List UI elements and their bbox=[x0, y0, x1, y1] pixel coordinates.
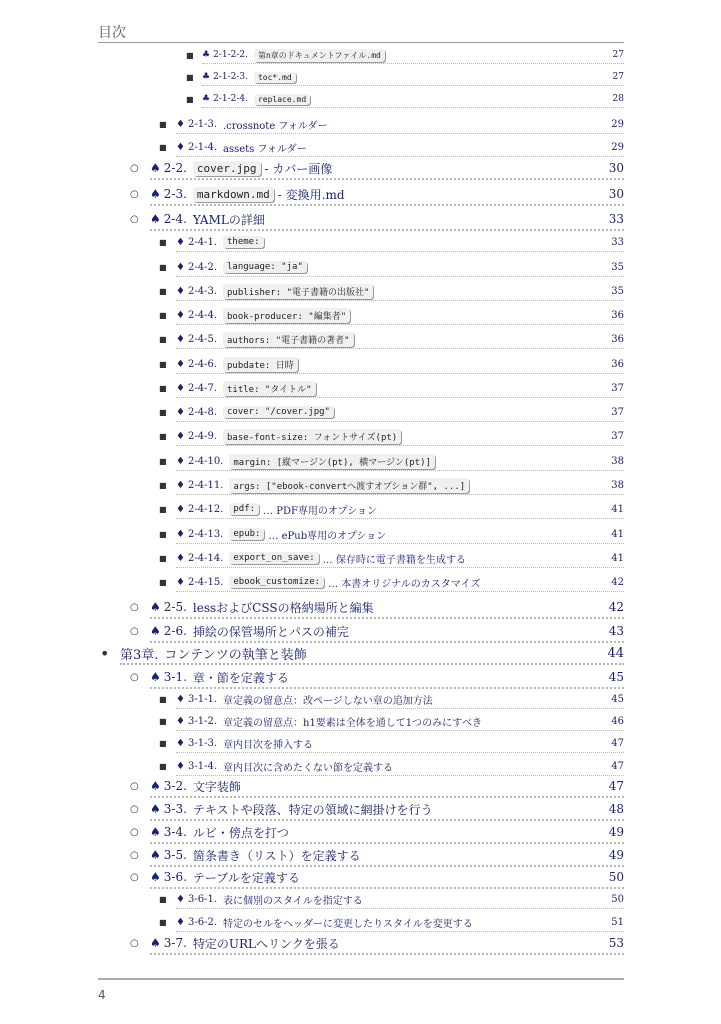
toc-number: 3-6-2. bbox=[187, 916, 217, 928]
toc-code-label: title: "タイトル" bbox=[223, 381, 316, 396]
toc-number: 2-4-6. bbox=[187, 358, 217, 370]
list-bullet-icon: ■ bbox=[159, 694, 167, 704]
toc-code-label: cover.jpg bbox=[193, 161, 261, 176]
list-bullet-icon: ○ bbox=[130, 803, 139, 815]
toc-number: 2-4-15. bbox=[187, 576, 224, 588]
toc-page-number: 53 bbox=[608, 936, 624, 950]
toc-entry[interactable] bbox=[159, 500, 624, 519]
list-bullet-icon: ■ bbox=[159, 262, 167, 272]
suit-icon: ♣ bbox=[202, 94, 211, 104]
list-bullet-icon: ■ bbox=[186, 94, 194, 104]
list-bullet-icon: ■ bbox=[159, 738, 167, 748]
page-number: 4 bbox=[98, 988, 106, 1002]
toc-page-number: 48 bbox=[608, 802, 624, 816]
toc-page-number: 28 bbox=[612, 94, 624, 104]
suit-icon: ♦ bbox=[176, 916, 185, 928]
toc-number: 3-1. bbox=[163, 670, 187, 684]
list-bullet-icon: ○ bbox=[130, 671, 139, 683]
toc-number: 2-4-14. bbox=[187, 552, 224, 564]
toc-page-number: 38 bbox=[611, 479, 624, 491]
toc-page-number: 33 bbox=[608, 212, 624, 226]
list-bullet-icon: ■ bbox=[159, 359, 167, 369]
suit-icon: ♣ bbox=[202, 50, 211, 60]
toc-code-label: 第n章のドキュメントファイル.md bbox=[254, 49, 385, 62]
toc-code-label: toc*.md bbox=[254, 72, 296, 83]
suit-icon: ♠ bbox=[150, 600, 161, 614]
toc-page-number: 51 bbox=[611, 916, 624, 928]
toc-code-label: book-producer: "編集者" bbox=[223, 308, 350, 323]
list-bullet-icon: ■ bbox=[159, 119, 167, 129]
toc-number: 2-4-8. bbox=[187, 406, 217, 418]
toc-page-number: 30 bbox=[608, 187, 624, 201]
toc-number: 2-1-2-3. bbox=[213, 72, 248, 82]
toc-number: 2-3. bbox=[163, 187, 187, 201]
list-bullet-icon: ○ bbox=[130, 625, 139, 637]
list-bullet-icon: ○ bbox=[130, 162, 139, 174]
list-bullet-icon: ■ bbox=[159, 577, 167, 587]
suit-icon: ♦ bbox=[176, 118, 185, 130]
suit-icon: ♦ bbox=[176, 333, 185, 345]
toc-number: 2-1-2-4. bbox=[213, 94, 248, 104]
toc-entry[interactable] bbox=[159, 757, 624, 776]
list-bullet-icon: ■ bbox=[159, 237, 167, 247]
toc-number: 2-4-4. bbox=[187, 309, 217, 321]
toc-page-number: 44 bbox=[607, 645, 624, 661]
list-bullet-icon: ■ bbox=[159, 553, 167, 563]
toc-entry[interactable] bbox=[159, 712, 624, 731]
suit-icon: ♦ bbox=[176, 737, 185, 749]
toc-entry[interactable] bbox=[159, 573, 624, 592]
toc-number: 2-1-4. bbox=[187, 141, 217, 153]
suit-icon: ♦ bbox=[176, 552, 185, 564]
toc-page-number: 29 bbox=[611, 118, 624, 130]
list-bullet-icon: ■ bbox=[159, 456, 167, 466]
toc-title: 箇条書き（リスト）を定義する bbox=[192, 848, 361, 863]
toc-entry[interactable] bbox=[159, 355, 624, 374]
toc-number: 2-6. bbox=[163, 624, 187, 638]
toc-code-label: export_on_save: bbox=[229, 552, 318, 564]
toc-code-label: language: "ja" bbox=[223, 261, 307, 273]
toc-title: - カバー画像 bbox=[264, 161, 333, 176]
toc-title: 章・節を定義する bbox=[192, 670, 289, 685]
list-bullet-icon: ■ bbox=[159, 529, 167, 539]
toc-page-number: 47 bbox=[608, 779, 624, 793]
toc-page-number: 41 bbox=[611, 528, 624, 540]
toc-page-number: 35 bbox=[611, 285, 624, 297]
toc-entry[interactable] bbox=[159, 890, 624, 909]
toc-number: 2-4. bbox=[163, 212, 187, 226]
suit-icon: ♠ bbox=[150, 825, 161, 839]
toc-code-label: replace.md bbox=[254, 94, 310, 105]
suit-icon: ♠ bbox=[150, 670, 161, 684]
toc-number: 3-2. bbox=[163, 779, 187, 793]
list-bullet-icon: ■ bbox=[159, 334, 167, 344]
list-bullet-icon: ■ bbox=[159, 761, 167, 771]
list-bullet-icon: ■ bbox=[186, 72, 194, 82]
toc-code-label: args: ["ebook-convertへ渡すオプション群", ...] bbox=[229, 478, 469, 493]
toc-page-number: 27 bbox=[612, 50, 624, 60]
suit-icon: ♦ bbox=[176, 893, 185, 905]
suit-icon: ♦ bbox=[176, 309, 185, 321]
toc-title: 特定のURLへリンクを張る bbox=[192, 936, 340, 951]
toc-entry[interactable] bbox=[130, 158, 624, 180]
suit-icon: ♦ bbox=[176, 141, 185, 153]
toc-entry[interactable] bbox=[130, 667, 624, 689]
toc-entry[interactable] bbox=[130, 845, 624, 867]
toc-page-number: 41 bbox=[611, 503, 624, 515]
toc-entry[interactable] bbox=[186, 47, 624, 64]
list-bullet-icon: ■ bbox=[159, 383, 167, 393]
toc-title: … PDF専用のオプション bbox=[263, 505, 378, 517]
toc-entry[interactable] bbox=[186, 69, 624, 86]
toc-number: 3-1-3. bbox=[187, 737, 217, 749]
list-bullet-icon: ○ bbox=[130, 937, 139, 949]
toc-number: 2-4-2. bbox=[187, 261, 217, 273]
toc-page-number: 30 bbox=[608, 161, 624, 175]
suit-icon: ♦ bbox=[176, 285, 185, 297]
suit-icon: ♦ bbox=[176, 760, 185, 772]
suit-icon: ♠ bbox=[150, 848, 161, 862]
toc-code-label: cover: "/cover.jpg" bbox=[223, 406, 334, 418]
toc-number: 2-4-7. bbox=[187, 382, 217, 394]
toc-page-number: 45 bbox=[608, 670, 624, 684]
toc-page-number: 37 bbox=[611, 406, 624, 418]
toc-number: 2-4-5. bbox=[187, 333, 217, 345]
toc-number: 2-1-2-2. bbox=[213, 50, 248, 60]
toc-page-number: 45 bbox=[611, 693, 624, 705]
toc-entry[interactable] bbox=[130, 776, 624, 798]
toc-entry[interactable] bbox=[130, 867, 624, 889]
toc-page-number: 47 bbox=[611, 737, 624, 749]
toc-page-number: 41 bbox=[611, 552, 624, 564]
toc-title: 表に個別のスタイルを指定する bbox=[223, 895, 363, 907]
list-bullet-icon: ○ bbox=[130, 849, 139, 861]
list-bullet-icon: ■ bbox=[159, 142, 167, 152]
toc-title: 文字装飾 bbox=[192, 779, 241, 794]
toc-number: 2-4-10. bbox=[187, 455, 224, 467]
suit-icon: ♦ bbox=[176, 358, 185, 370]
toc-title: - 変換用.md bbox=[277, 187, 345, 202]
toc-entry[interactable] bbox=[159, 734, 624, 753]
suit-icon: ♦ bbox=[176, 503, 185, 515]
toc-entry[interactable] bbox=[100, 643, 624, 665]
toc-page-number: 46 bbox=[611, 715, 624, 727]
toc-title: 特定のセルをヘッダーに変更したりスタイルを変更する bbox=[223, 918, 473, 930]
suit-icon: ♦ bbox=[176, 455, 185, 467]
suit-icon: ♣ bbox=[202, 72, 211, 82]
toc-entry[interactable] bbox=[159, 330, 624, 349]
toc-entry[interactable] bbox=[159, 913, 624, 932]
suit-icon: ♠ bbox=[150, 624, 161, 638]
toc-title: 章内目次を挿入する bbox=[223, 739, 313, 751]
list-bullet-icon: ■ bbox=[159, 894, 167, 904]
toc-page-number: 37 bbox=[611, 382, 624, 394]
list-bullet-icon: ■ bbox=[159, 431, 167, 441]
toc-entry[interactable] bbox=[130, 209, 624, 231]
toc-entry[interactable] bbox=[159, 282, 624, 301]
toc-title: assets フォルダー bbox=[223, 143, 307, 155]
toc-title: テキストや段落、特定の領域に網掛けを行う bbox=[192, 802, 433, 817]
toc-entry[interactable] bbox=[130, 933, 624, 955]
toc-page-number: 36 bbox=[611, 358, 624, 370]
toc-number: 2-4-12. bbox=[187, 503, 224, 515]
toc-page-number: 50 bbox=[608, 870, 624, 884]
toc-number: 2-4-3. bbox=[187, 285, 217, 297]
toc-page-number: 27 bbox=[612, 72, 624, 82]
toc-entry[interactable] bbox=[159, 306, 624, 325]
toc-number: 2-4-9. bbox=[187, 430, 217, 442]
suit-icon: ♦ bbox=[176, 382, 185, 394]
toc-code-label: base-font-size: フォントサイズ(pt) bbox=[223, 429, 401, 444]
toc-title: lessおよびCSSの格納場所と編集 bbox=[192, 600, 374, 615]
suit-icon: ♠ bbox=[150, 936, 161, 950]
list-bullet-icon: ○ bbox=[130, 188, 139, 200]
toc-page-number: 36 bbox=[611, 309, 624, 321]
suit-icon: ♠ bbox=[150, 779, 161, 793]
toc-entry[interactable] bbox=[159, 403, 624, 422]
toc-code-label: pubdate: 日時 bbox=[223, 357, 298, 372]
suit-icon: ♦ bbox=[176, 715, 185, 727]
suit-icon: ♦ bbox=[176, 479, 185, 491]
toc-entry[interactable] bbox=[130, 184, 624, 206]
toc-number: 2-4-1. bbox=[187, 236, 217, 248]
toc-title: ルビ・傍点を打つ bbox=[192, 825, 289, 840]
suit-icon: ♠ bbox=[150, 212, 161, 226]
toc-page-number: 29 bbox=[611, 141, 624, 153]
toc-page-number: 42 bbox=[611, 576, 624, 588]
toc-entry[interactable] bbox=[130, 799, 624, 821]
toc-number: 3-1-4. bbox=[187, 760, 217, 772]
toc-entry[interactable] bbox=[159, 525, 624, 544]
toc-number: 2-4-13. bbox=[187, 528, 224, 540]
suit-icon: ♦ bbox=[176, 576, 185, 588]
toc-page-number: 36 bbox=[611, 333, 624, 345]
toc-number: 2-5. bbox=[163, 600, 187, 614]
toc-entry[interactable] bbox=[186, 91, 624, 108]
suit-icon: ♦ bbox=[176, 430, 185, 442]
footer-rule bbox=[98, 978, 624, 980]
toc-code-label: epub: bbox=[229, 528, 264, 540]
list-bullet-icon: ○ bbox=[130, 871, 139, 883]
toc-code-label: markdown.md bbox=[193, 187, 274, 202]
toc-number: 2-2. bbox=[163, 161, 187, 175]
toc-entry[interactable] bbox=[159, 379, 624, 398]
suit-icon: ♠ bbox=[150, 161, 161, 175]
suit-icon: ♦ bbox=[176, 406, 185, 418]
toc-number: 3-7. bbox=[163, 936, 187, 950]
toc-entry[interactable] bbox=[159, 690, 624, 709]
toc-number: 3-6. bbox=[163, 870, 187, 884]
toc-page-number: 49 bbox=[608, 848, 624, 862]
toc-number: 3-4. bbox=[163, 825, 187, 839]
suit-icon: ♠ bbox=[150, 870, 161, 884]
toc-title: 章内目次に含めたくない節を定義する bbox=[223, 762, 393, 774]
toc-number: 3-1-1. bbox=[187, 693, 217, 705]
toc-number: 第3章. bbox=[120, 647, 159, 663]
toc-code-label: theme: bbox=[223, 236, 264, 248]
list-bullet-icon: ■ bbox=[159, 407, 167, 417]
toc-code-label: publisher: "電子書籍の出版社" bbox=[223, 284, 373, 299]
toc-code-label: authors: "電子書籍の著者" bbox=[223, 332, 354, 347]
toc-page-number: 42 bbox=[608, 600, 624, 614]
toc-title: コンテンツの執筆と装飾 bbox=[164, 647, 307, 663]
list-bullet-icon: ○ bbox=[130, 601, 139, 613]
toc-page-number: 33 bbox=[611, 236, 624, 248]
list-bullet-icon: ○ bbox=[130, 826, 139, 838]
toc-entry[interactable] bbox=[130, 621, 624, 643]
toc-page-number: 50 bbox=[611, 893, 624, 905]
list-bullet-icon: ■ bbox=[159, 480, 167, 490]
toc-page-number: 47 bbox=[611, 760, 624, 772]
page-header-title: 目次 bbox=[98, 25, 126, 41]
toc-number: 3-3. bbox=[163, 802, 187, 816]
list-bullet-icon: ■ bbox=[159, 504, 167, 514]
toc-code-label: margin: [縦マージン(pt), 横マージン(pt)] bbox=[229, 454, 435, 469]
suit-icon: ♦ bbox=[176, 261, 185, 273]
toc-title: 章定義の留意点：h1要素は全体を通して1つのみにすべき bbox=[223, 717, 482, 729]
toc-entry[interactable] bbox=[159, 138, 624, 157]
toc-title: YAMLの詳細 bbox=[192, 212, 265, 227]
toc-title: .crossnote フォルダー bbox=[223, 120, 328, 132]
toc-title: テーブルを定義する bbox=[192, 870, 300, 885]
toc-page-number: 38 bbox=[611, 455, 624, 467]
list-bullet-icon: ■ bbox=[159, 310, 167, 320]
toc-entry[interactable] bbox=[159, 115, 624, 134]
list-bullet-icon: ■ bbox=[186, 50, 194, 60]
suit-icon: ♠ bbox=[150, 187, 161, 201]
toc-entry[interactable] bbox=[159, 258, 624, 277]
suit-icon: ♠ bbox=[150, 802, 161, 816]
toc-entry[interactable] bbox=[159, 476, 624, 495]
toc-page-number: 35 bbox=[611, 261, 624, 273]
list-bullet-icon: ■ bbox=[159, 286, 167, 296]
toc-code-label: pdf: bbox=[229, 503, 259, 515]
list-bullet-icon: ■ bbox=[159, 917, 167, 927]
toc-number: 2-1-3. bbox=[187, 118, 217, 130]
toc-number: 3-1-2. bbox=[187, 715, 217, 727]
toc-entry[interactable] bbox=[130, 822, 624, 844]
toc-code-label: ebook_customize: bbox=[229, 576, 324, 588]
toc-page-number: 43 bbox=[608, 624, 624, 638]
toc-title: … 保存時に電子書籍を生成する bbox=[322, 554, 466, 566]
toc-title: … 本書オリジナルのカスタマイズ bbox=[328, 578, 481, 590]
toc-page-number: 37 bbox=[611, 430, 624, 442]
list-bullet-icon: • bbox=[100, 643, 110, 663]
toc-number: 3-6-1. bbox=[187, 893, 217, 905]
toc-entry[interactable] bbox=[130, 597, 624, 619]
toc-title: 章定義の留意点：改ページしない章の追加方法 bbox=[223, 695, 433, 707]
toc-page-number: 49 bbox=[608, 825, 624, 839]
toc-entry[interactable] bbox=[159, 427, 624, 446]
suit-icon: ♦ bbox=[176, 236, 185, 248]
toc-entry[interactable] bbox=[159, 452, 624, 471]
list-bullet-icon: ■ bbox=[159, 716, 167, 726]
toc-number: 3-5. bbox=[163, 848, 187, 862]
toc-entry[interactable] bbox=[159, 549, 624, 568]
list-bullet-icon: ○ bbox=[130, 780, 139, 792]
list-bullet-icon: ○ bbox=[130, 213, 139, 225]
toc-entry[interactable] bbox=[159, 233, 624, 252]
toc-title: 挿絵の保管場所とパスの補完 bbox=[192, 624, 349, 639]
suit-icon: ♦ bbox=[176, 693, 185, 705]
toc-title: … ePub専用のオプション bbox=[268, 530, 387, 542]
toc-number: 2-4-11. bbox=[187, 479, 224, 491]
suit-icon: ♦ bbox=[176, 528, 185, 540]
